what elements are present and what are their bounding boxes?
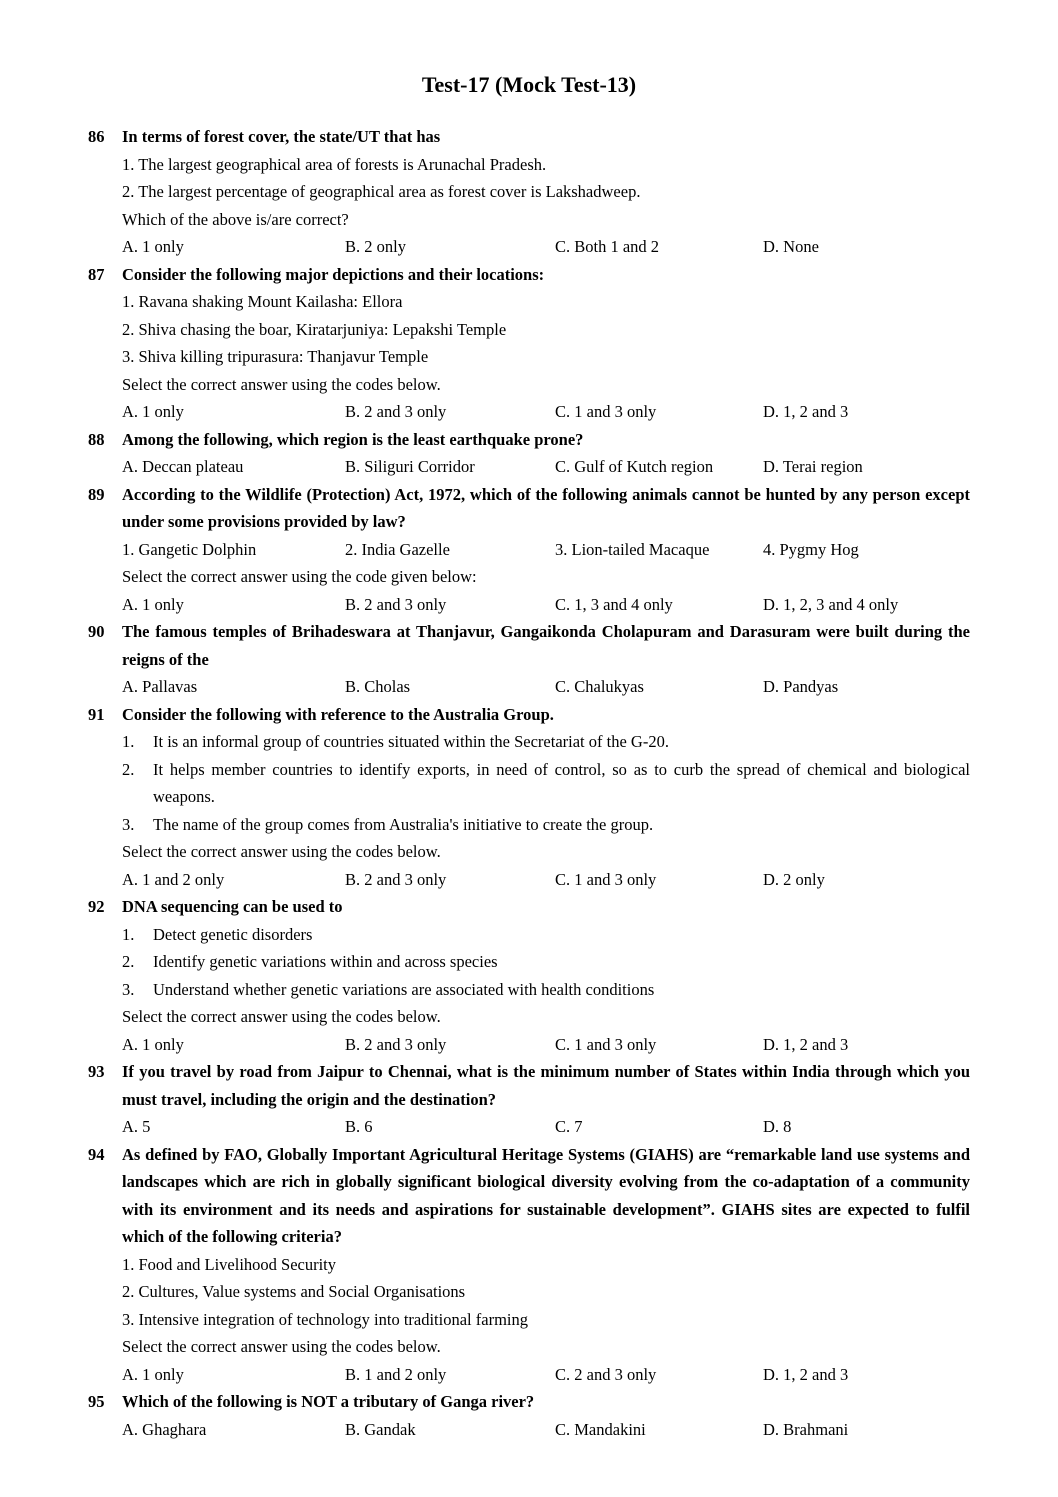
option-cell: A. 5	[122, 1117, 151, 1136]
question-body	[122, 426, 970, 481]
instruction-line: Select the correct answer using the codes below.	[122, 842, 441, 861]
option-cell: B. 2 and 3 only	[345, 402, 447, 421]
question-number: 89	[88, 484, 105, 504]
question	[88, 1058, 970, 1141]
statement-line: 3. Shiva killing tripurasura: Thanjavur Temple	[122, 347, 429, 366]
option-cell: B. Cholas	[345, 677, 411, 696]
items-row	[122, 536, 970, 564]
option-cell: C. Chalukyas	[555, 677, 644, 696]
item-cell: 4. Pygmy Hog	[763, 539, 859, 559]
statement-line: 1. Ravana shaking Mount Kailasha: Ellora	[122, 292, 403, 311]
options-row	[122, 1416, 970, 1444]
statement-number: 1.	[122, 732, 135, 751]
statement-text: It is an informal group of countries situated within the Secretariat of the G-20.	[153, 732, 669, 751]
question-number: 90	[88, 622, 105, 641]
options-row	[122, 1031, 970, 1059]
question	[88, 893, 970, 1058]
question	[88, 618, 970, 701]
question-number: 87	[88, 264, 105, 284]
question-text: In terms of forest cover, the state/UT that has	[122, 127, 441, 146]
item-cell: 2. India Gazelle	[345, 539, 450, 559]
question-number: 88	[88, 429, 105, 449]
options-row	[122, 1113, 970, 1141]
option-cell: D. Terai region	[763, 457, 863, 476]
question-body	[122, 1141, 970, 1389]
option-cell: A. 1 and 2 only	[122, 869, 225, 889]
question-body	[122, 1058, 970, 1141]
option-cell: A. 1 only	[122, 1364, 184, 1384]
statement-text: The name of the group comes from Australia's initiative to create the group.	[153, 814, 654, 834]
statement-line	[122, 728, 970, 756]
option-cell: A. Deccan plateau	[122, 457, 244, 476]
option-cell: C. Mandakini	[555, 1419, 646, 1439]
option-cell: C. Gulf of Kutch region	[555, 457, 714, 476]
question-number: 93	[88, 1062, 105, 1081]
statement-line: 2. Cultures, Value systems and Social Organisations	[122, 1282, 466, 1301]
item-cell: 1. Gangetic Dolphin	[122, 539, 257, 559]
statement-text: It helps member countries to identify exports, in need of control, so as to curb the spread of chemical and biological weapons.	[153, 759, 970, 806]
statement-line: 3. Intensive integration of technology into traditional farming	[122, 1309, 528, 1329]
options-row	[122, 453, 970, 481]
options-row	[122, 233, 970, 261]
option-cell: B. 2 only	[345, 237, 406, 256]
question-number: 91	[88, 704, 105, 724]
instruction-line: Select the correct answer using the codes below.	[122, 1007, 441, 1026]
question	[88, 701, 970, 894]
statement-line	[122, 948, 970, 976]
question-number: 86	[88, 127, 105, 146]
option-cell: D. 8	[763, 1117, 792, 1136]
question-text: Consider the following major depictions and their locations:	[122, 264, 545, 284]
option-cell: D. 2 only	[763, 869, 825, 889]
question-number: 92	[88, 897, 105, 916]
instruction-line: Select the correct answer using the codes below.	[122, 374, 441, 394]
document-title: Test-17 (Mock Test-13)	[421, 72, 637, 97]
question-text: Among the following, which region is the least earthquake prone?	[122, 429, 584, 449]
question	[88, 481, 970, 619]
option-cell: B. 2 and 3 only	[345, 869, 447, 889]
statement-line: 1. The largest geographical area of forests is Arunachal Pradesh.	[122, 154, 547, 174]
option-cell: A. 1 only	[122, 402, 184, 421]
option-cell: B. 2 and 3 only	[345, 594, 447, 614]
option-cell: A. Ghaghara	[122, 1419, 207, 1439]
statement-number: 1.	[122, 924, 135, 944]
option-cell: D. 1, 2, 3 and 4 only	[763, 594, 899, 614]
item-cell: 3. Lion-tailed Macaque	[555, 539, 710, 559]
question	[88, 261, 970, 426]
question-number: 95	[88, 1392, 105, 1411]
option-cell: C. Both 1 and 2	[555, 237, 660, 256]
statement-line: 2. Shiva chasing the boar, Kiratarjuniya: Lepakshi Temple	[122, 319, 507, 339]
statement-line: 1. Food and Livelihood Security	[122, 1254, 337, 1274]
question-body	[122, 701, 970, 894]
question-body	[122, 893, 970, 1058]
question-text: According to the Wildlife (Protection) Act, 1972, which of the following animals cannot be hunted by any person except under some provisions provided by law?	[122, 484, 970, 531]
question	[88, 426, 970, 481]
instruction-line: Which of the above is/are correct?	[122, 209, 349, 229]
instruction-line: Select the correct answer using the code given below:	[122, 567, 477, 586]
question-body	[122, 1388, 970, 1443]
question-list	[88, 123, 970, 1443]
options-row	[122, 866, 970, 894]
option-cell: D. Brahmani	[763, 1419, 849, 1439]
statement-line: 2. The largest percentage of geographical area as forest cover is Lakshadweep.	[122, 182, 641, 201]
option-cell: A. Pallavas	[122, 677, 198, 696]
question	[88, 123, 970, 261]
options-row	[122, 398, 970, 426]
question-text: DNA sequencing can be used to	[122, 897, 343, 916]
option-cell: D. 1, 2 and 3	[763, 402, 849, 421]
question-body	[122, 481, 970, 619]
question	[88, 1141, 970, 1389]
option-cell: A. 1 only	[122, 1034, 184, 1054]
question	[88, 1388, 970, 1443]
option-cell: C. 1 and 3 only	[555, 402, 657, 421]
option-cell: B. 2 and 3 only	[345, 1034, 447, 1054]
statement-line	[122, 921, 970, 949]
question-body	[122, 261, 970, 426]
statement-number: 3.	[122, 979, 135, 999]
instruction-line: Select the correct answer using the codes below.	[122, 1337, 441, 1356]
statement-line	[122, 756, 970, 811]
option-cell: C. 2 and 3 only	[555, 1364, 657, 1384]
option-cell: A. 1 only	[122, 594, 184, 614]
option-cell: C. 1, 3 and 4 only	[555, 594, 673, 614]
question-text: If you travel by road from Jaipur to Chennai, what is the minimum number of States within India through which you must travel, including the origin and the destination?	[122, 1062, 970, 1109]
statement-text: Understand whether genetic variations are associated with health conditions	[153, 979, 655, 999]
question-text: The famous temples of Brihadeswara at Thanjavur, Gangaikonda Cholapuram and Darasuram were built during the reigns of the	[122, 622, 970, 669]
question-number: 94	[88, 1144, 105, 1164]
question-text: Which of the following is NOT a tributary of Ganga river?	[122, 1392, 535, 1411]
option-cell: B. Gandak	[345, 1419, 416, 1439]
options-row	[122, 591, 970, 619]
statement-number: 2.	[122, 759, 135, 779]
statement-text: Identify genetic variations within and across species	[153, 952, 498, 971]
question-text: As defined by FAO, Globally Important Agricultural Heritage Systems (GIAHS) are “remarkable land use systems and landscapes which are rich in globally significant biological diversity evolving from the co-adaptation of a community with its environment and its needs and aspirations for sustainable development”. GIAHS sites are expected to fulfil which of the following criteria?	[122, 1144, 970, 1246]
option-cell: B. 1 and 2 only	[345, 1364, 447, 1384]
option-cell: D. Pandyas	[763, 677, 839, 696]
statement-number: 3.	[122, 814, 135, 834]
statement-line	[122, 976, 970, 1004]
option-cell: C. 1 and 3 only	[555, 869, 657, 889]
statement-line	[122, 811, 970, 839]
option-cell: D. 1, 2 and 3	[763, 1034, 849, 1054]
option-cell: B. 6	[345, 1117, 373, 1136]
option-cell: B. Siliguri Corridor	[345, 457, 475, 476]
option-cell: D. None	[763, 237, 819, 256]
options-row	[122, 1361, 970, 1389]
question-text: Consider the following with reference to the Australia Group.	[122, 704, 554, 724]
option-cell: A. 1 only	[122, 237, 184, 256]
question-body	[122, 618, 970, 701]
option-cell: C. 1 and 3 only	[555, 1034, 657, 1054]
statement-text: Detect genetic disorders	[153, 924, 313, 944]
option-cell: C. 7	[555, 1117, 583, 1136]
options-row	[122, 673, 970, 701]
question-body	[122, 123, 970, 261]
option-cell: D. 1, 2 and 3	[763, 1364, 849, 1384]
statement-number: 2.	[122, 952, 135, 971]
